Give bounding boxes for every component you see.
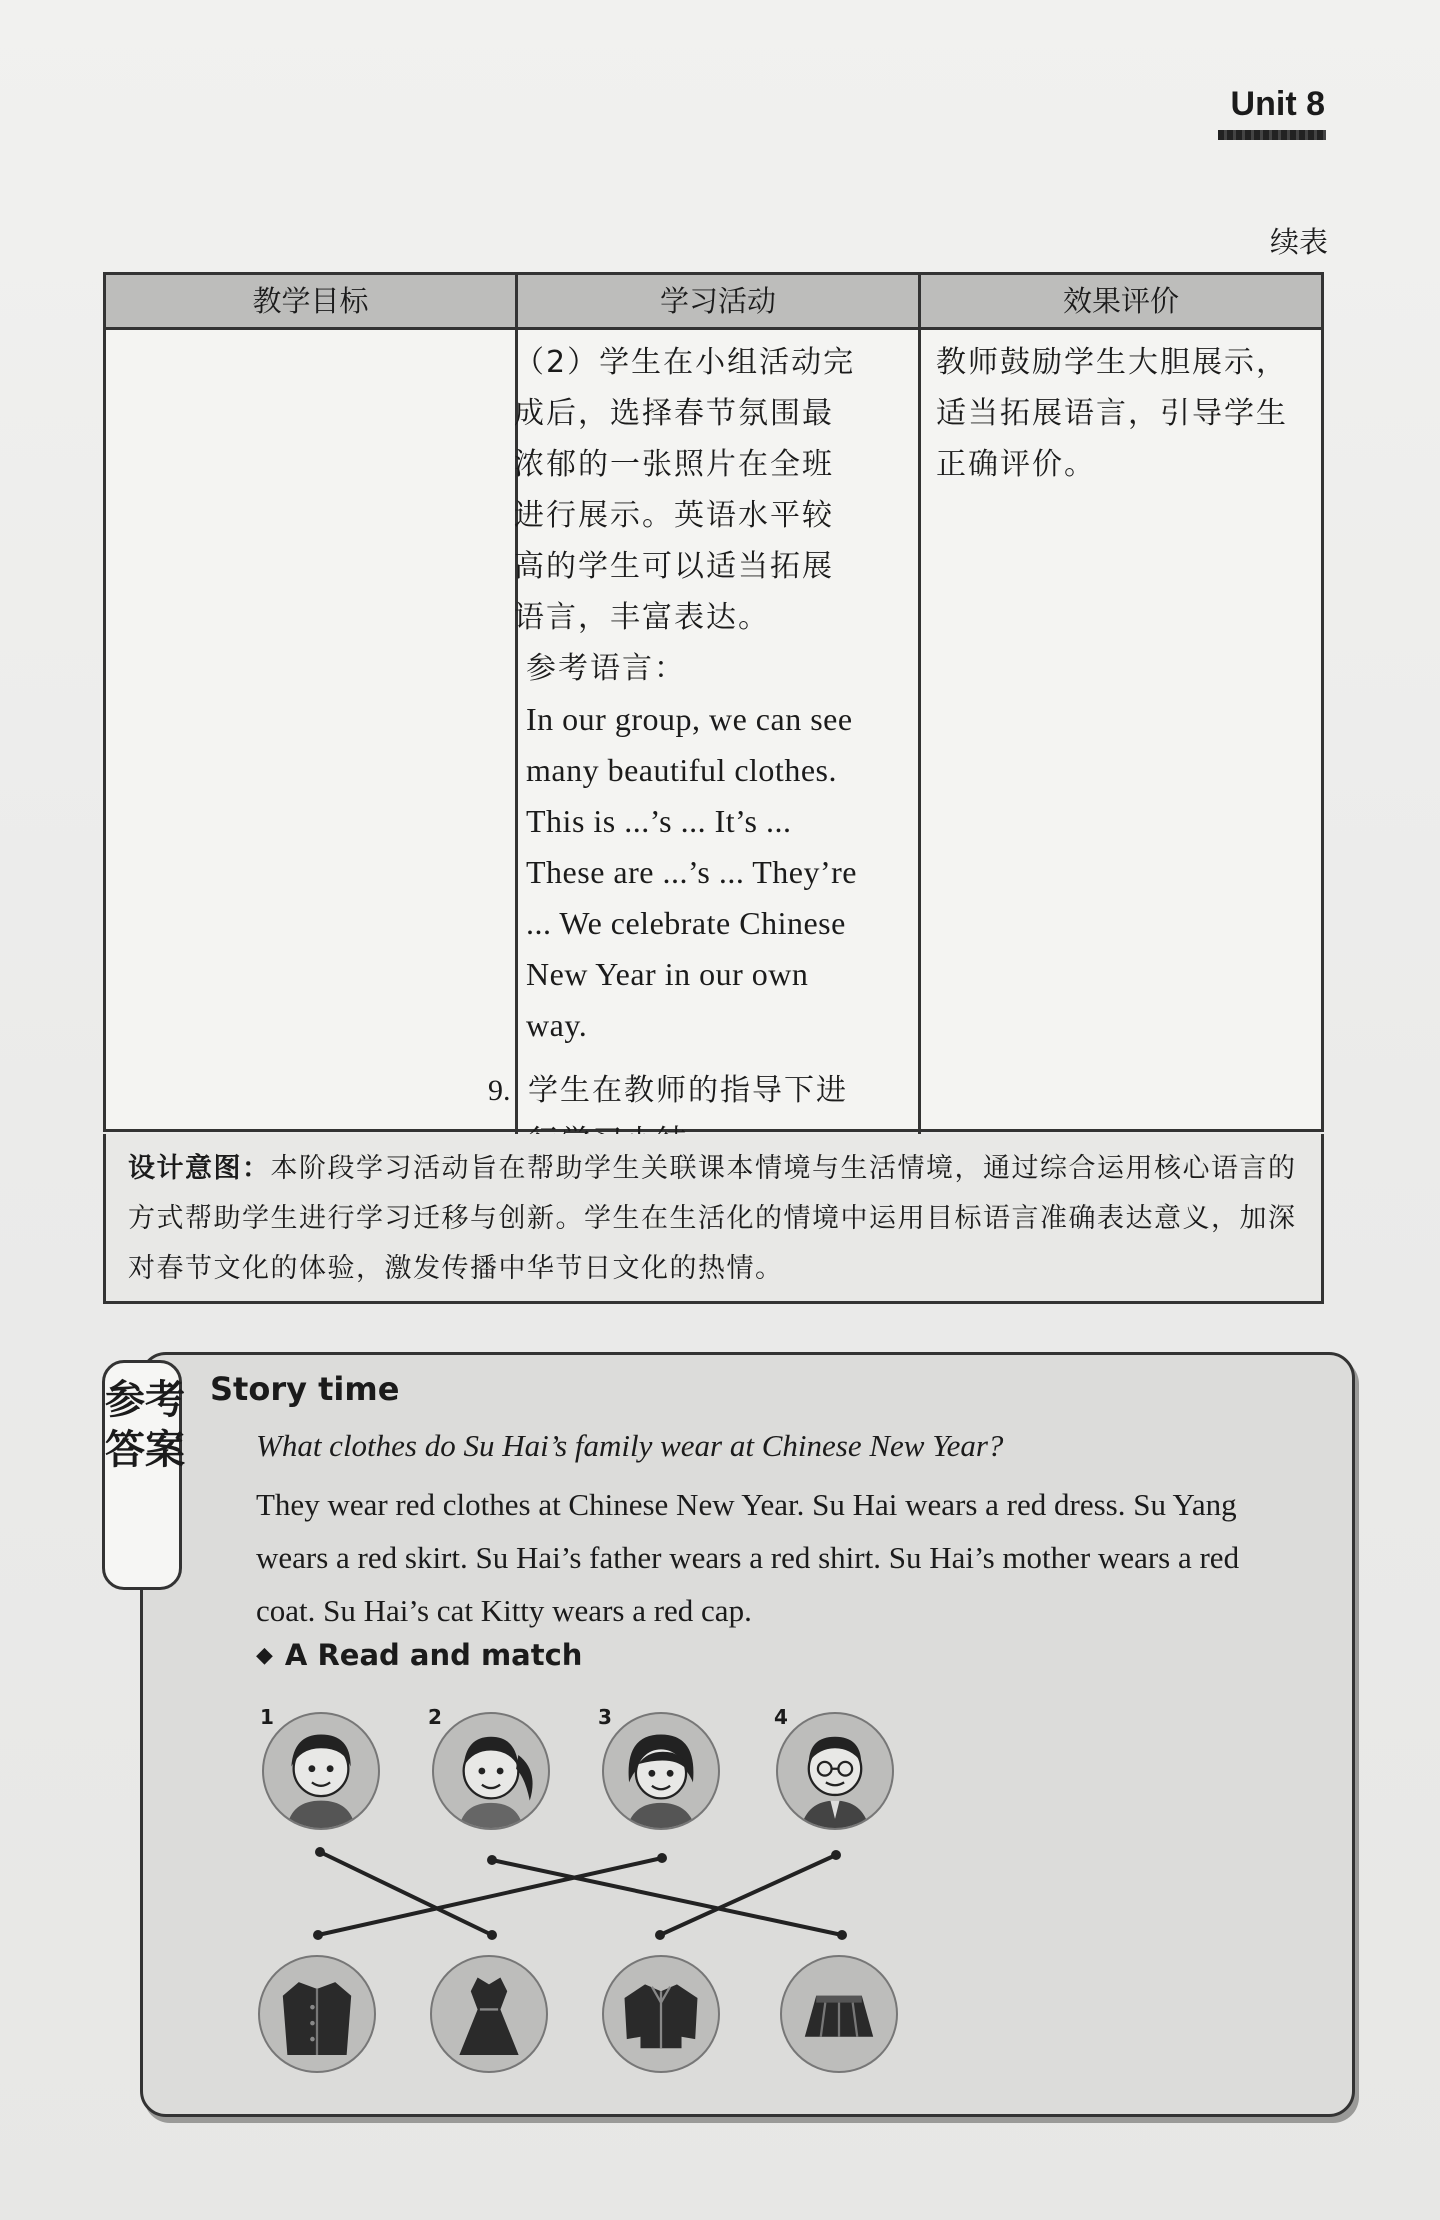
col-header-activities: 学习活动 bbox=[659, 284, 776, 318]
person-number: 2 bbox=[428, 1705, 442, 1729]
jacket-icon bbox=[602, 1955, 720, 2073]
woman-icon bbox=[602, 1712, 720, 1830]
col-header-goals: 教学目标 bbox=[252, 284, 369, 318]
story-question: What clothes do Su Hai’s family wear at Chinese New Year? bbox=[256, 1428, 1004, 1463]
skirt-icon bbox=[780, 1955, 898, 2073]
design-intent-text: 本阶段学习活动旨在帮助学生关联课本情境与生活情境，通过综合运用核心语言的方式帮助学生进行学习迁移与创新。学生在生活化的情境中运用目标语言准确表达意义，加深对春节文化的体验，激发传播中华节日文化的热情。 bbox=[128, 1153, 1297, 1284]
man-glasses-icon bbox=[776, 1712, 894, 1830]
item-number: 9. bbox=[488, 1074, 511, 1107]
design-intent bbox=[103, 1134, 1324, 1304]
evaluation-cell: 教师鼓励学生大胆展示，适当拓展语言，引导学生正确评价。 bbox=[936, 345, 1288, 482]
story-time-title: Story time bbox=[210, 1370, 400, 1408]
girl-short-hair-icon bbox=[262, 1712, 380, 1830]
table-header bbox=[106, 275, 1321, 330]
col-header-evaluation: 效果评价 bbox=[1062, 284, 1179, 318]
design-intent-label: 设计意图： bbox=[128, 1153, 271, 1184]
diamond-icon: ◆ bbox=[256, 1643, 273, 1668]
reference-text: In our group, we can see many beautiful clothes. This is ...’s ... It’s ... These are ...’s ... They’re ... We celebrate Chinese New Year in our own way. bbox=[526, 701, 857, 1043]
person-number: 1 bbox=[260, 1705, 274, 1729]
reference-label: 参考语言： bbox=[526, 651, 686, 686]
coat-icon bbox=[258, 1955, 376, 2073]
answer-tab bbox=[102, 1360, 185, 1590]
item-text: 学生在教师的指导下进 bbox=[528, 1073, 848, 1108]
exercise-title-text: A Read and match bbox=[284, 1638, 583, 1672]
lesson-table bbox=[103, 272, 1324, 1132]
exercise-title bbox=[256, 1638, 582, 1672]
story-answer: They wear red clothes at Chinese New Year. Su Hai wears a red dress. Su Yang wears a red skirt. Su Hai’s father wears a red shirt. Su Hai’s mother wears a red coat. Su Hai’s cat Kitty wears a red cap. bbox=[256, 1487, 1240, 1628]
dress-icon bbox=[430, 1955, 548, 2073]
continued-label: 续表 bbox=[1269, 225, 1328, 259]
answer-tab-label: 参考答案 bbox=[105, 1377, 185, 1473]
unit-underline bbox=[1218, 130, 1326, 140]
person-number: 4 bbox=[774, 1705, 788, 1729]
girl-pigtails-icon bbox=[432, 1712, 550, 1830]
person-number: 3 bbox=[598, 1705, 612, 1729]
unit-label: Unit 8 bbox=[1230, 85, 1325, 123]
activity-paragraph: （2）学生在小组活动完成后，选择春节氛围最浓郁的一张照片在全班进行展示。英语水平较高的学生可以适当拓展语言，丰富表达。 bbox=[514, 345, 856, 635]
